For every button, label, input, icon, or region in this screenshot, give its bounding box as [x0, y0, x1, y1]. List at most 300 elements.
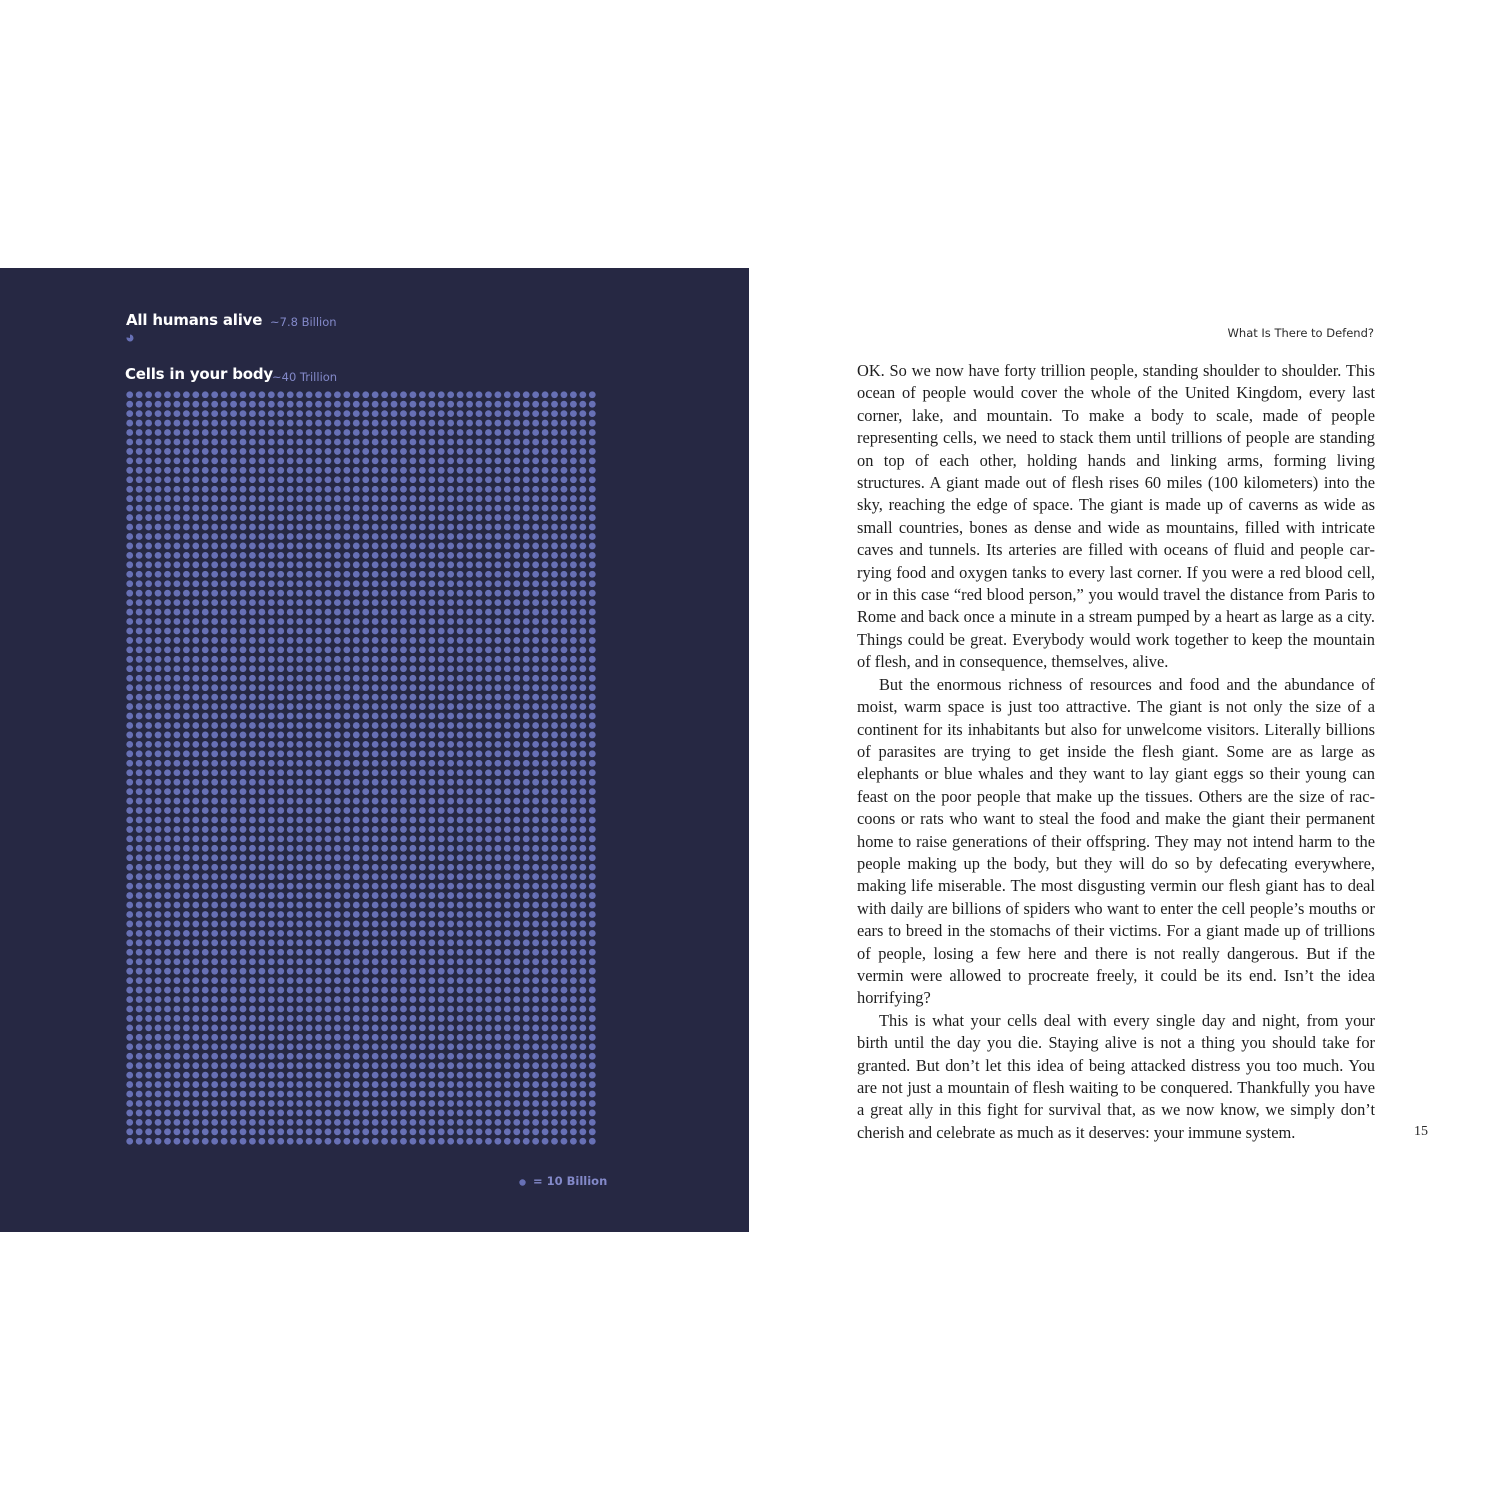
cell-dot [485, 892, 492, 899]
cell-dot [268, 1072, 275, 1079]
cell-dot [202, 1091, 209, 1098]
cell-dot [372, 1015, 379, 1022]
cell-dot [561, 883, 568, 890]
cell-dot [419, 958, 426, 965]
cell-dot [494, 1119, 501, 1126]
cell-dot [542, 552, 549, 559]
cell-dot [202, 1015, 209, 1022]
cell-dot [174, 987, 181, 994]
cell-dot [438, 741, 445, 748]
cell-dot [381, 760, 388, 767]
cell-dot [145, 486, 152, 493]
cell-dot [353, 514, 360, 521]
cell-dot [476, 835, 483, 842]
cell-dot [561, 599, 568, 606]
cell-dot [494, 835, 501, 842]
cell-dot [372, 410, 379, 417]
cell-dot [362, 656, 369, 663]
cell-dot [457, 788, 464, 795]
cell-dot [353, 1024, 360, 1031]
cell-dot [202, 1128, 209, 1135]
cell-dot [287, 1100, 294, 1107]
cell-dot [296, 1062, 303, 1069]
cell-dot [145, 930, 152, 937]
cell-dot [287, 1081, 294, 1088]
cell-dot [410, 628, 417, 635]
cell-dot [457, 571, 464, 578]
cell-dot [343, 675, 350, 682]
cell-dot [372, 921, 379, 928]
cell-dot [240, 1100, 247, 1107]
cell-dot [513, 958, 520, 965]
cell-dot [457, 401, 464, 408]
cell-dot [240, 750, 247, 757]
cell-dot [211, 873, 218, 880]
cell-dot [296, 968, 303, 975]
cell-dot [306, 864, 313, 871]
cell-dot [126, 732, 133, 739]
cell-dot [240, 1119, 247, 1126]
cell-dot [258, 684, 265, 691]
cell-dot [362, 826, 369, 833]
cell-dot [485, 722, 492, 729]
cell-dot [476, 571, 483, 578]
cell-dot [551, 1072, 558, 1079]
cell-dot [494, 420, 501, 427]
cell-dot [504, 1043, 511, 1050]
cell-dot [287, 854, 294, 861]
cell-dot [381, 410, 388, 417]
cell-dot [391, 665, 398, 672]
cell-dot [589, 637, 596, 644]
cell-dot [277, 968, 284, 975]
cell-dot [315, 457, 322, 464]
cell-dot [476, 958, 483, 965]
cell-dot [438, 486, 445, 493]
cell-dot [126, 807, 133, 814]
cell-dot [428, 448, 435, 455]
cell-dot [221, 1138, 228, 1145]
cell-dot [136, 1128, 143, 1135]
cell-dot [155, 646, 162, 653]
cell-dot [296, 845, 303, 852]
cell-dot [211, 968, 218, 975]
cell-dot [476, 939, 483, 946]
cell-dot [174, 807, 181, 814]
cell-dot [136, 883, 143, 890]
cell-dot [400, 1006, 407, 1013]
cell-dot [277, 854, 284, 861]
cell-dot [221, 514, 228, 521]
cell-dot [381, 505, 388, 512]
cell-dot [325, 703, 332, 710]
cell-dot [240, 949, 247, 956]
cell-dot [381, 1024, 388, 1031]
cell-dot [466, 476, 473, 483]
cell-dot [126, 911, 133, 918]
cell-dot [551, 561, 558, 568]
cell-dot [466, 1053, 473, 1060]
cell-dot [334, 826, 341, 833]
cell-dot [400, 902, 407, 909]
cell-dot [325, 892, 332, 899]
cell-dot [504, 930, 511, 937]
cell-dot [145, 1119, 152, 1126]
cell-dot [551, 835, 558, 842]
cell-dot [438, 892, 445, 899]
cell-dot [183, 561, 190, 568]
cell-dot [155, 930, 162, 937]
cell-dot [174, 939, 181, 946]
cell-dot [240, 987, 247, 994]
cell-dot [513, 845, 520, 852]
cell-dot [419, 1110, 426, 1117]
cell-dot [230, 543, 237, 550]
cell-dot [268, 1110, 275, 1117]
cell-dot [183, 968, 190, 975]
cell-dot [523, 1053, 530, 1060]
cell-dot [192, 429, 199, 436]
cell-dot [164, 703, 171, 710]
cell-dot [287, 533, 294, 540]
cell-dot [579, 656, 586, 663]
cell-dot [258, 760, 265, 767]
cell-dot [410, 892, 417, 899]
cell-dot [183, 798, 190, 805]
cell-dot [343, 609, 350, 616]
cell-dot [466, 760, 473, 767]
cell-dot [419, 410, 426, 417]
cell-dot [334, 476, 341, 483]
cell-dot [570, 1053, 577, 1060]
cell-dot [457, 448, 464, 455]
cell-dot [192, 779, 199, 786]
cell-dot [381, 958, 388, 965]
cell-dot [136, 1091, 143, 1098]
cell-dot [230, 599, 237, 606]
cell-dot [362, 1100, 369, 1107]
cell-dot [221, 921, 228, 928]
cell-dot [570, 457, 577, 464]
cell-dot [296, 1053, 303, 1060]
cell-dot [523, 1024, 530, 1031]
cell-dot [523, 741, 530, 748]
cell-dot [513, 467, 520, 474]
cell-dot [532, 665, 539, 672]
cell-dot [532, 987, 539, 994]
cell-dot [447, 1072, 454, 1079]
cell-dot [155, 854, 162, 861]
cell-dot [362, 930, 369, 937]
cell-dot [494, 864, 501, 871]
cell-dot [372, 760, 379, 767]
cell-dot [513, 609, 520, 616]
cell-dot [447, 1015, 454, 1022]
cell-dot [476, 1053, 483, 1060]
cell-dot [164, 864, 171, 871]
cell-dot [381, 1053, 388, 1060]
cell-dot [494, 939, 501, 946]
cell-dot [410, 467, 417, 474]
cell-dot [202, 760, 209, 767]
cell-dot [485, 646, 492, 653]
cell-dot [211, 1006, 218, 1013]
cell-dot [268, 1128, 275, 1135]
cell-dot [145, 1006, 152, 1013]
cell-dot [579, 854, 586, 861]
cell-dot [164, 968, 171, 975]
cell-dot [494, 486, 501, 493]
cell-dot [211, 694, 218, 701]
cell-dot [258, 439, 265, 446]
cell-dot [542, 439, 549, 446]
cell-dot [570, 590, 577, 597]
cell-dot [400, 1119, 407, 1126]
cell-dot [334, 1072, 341, 1079]
cell-dot [400, 401, 407, 408]
cell-dot [381, 467, 388, 474]
cell-dot [240, 807, 247, 814]
cell-dot [164, 476, 171, 483]
cell-dot [542, 798, 549, 805]
cell-dot [287, 987, 294, 994]
cell-dot [428, 741, 435, 748]
cell-dot [343, 1024, 350, 1031]
cell-dot [476, 476, 483, 483]
cell-dot [381, 741, 388, 748]
cell-dot [589, 779, 596, 786]
cell-dot [381, 1138, 388, 1145]
cell-dot [447, 817, 454, 824]
cell-dot [485, 1138, 492, 1145]
cell-dot [542, 779, 549, 786]
cell-dot [570, 665, 577, 672]
cell-dot [211, 552, 218, 559]
cell-dot [551, 618, 558, 625]
cell-dot [240, 769, 247, 776]
cell-dot [183, 391, 190, 398]
cell-dot [325, 760, 332, 767]
cell-dot [325, 618, 332, 625]
cell-dot [532, 628, 539, 635]
cell-dot [504, 580, 511, 587]
cell-dot [325, 439, 332, 446]
cell-dot [287, 618, 294, 625]
cell-dot [381, 684, 388, 691]
cell-dot [183, 1053, 190, 1060]
cell-dot [523, 514, 530, 521]
cell-dot [277, 1024, 284, 1031]
cell-dot [126, 854, 133, 861]
cell-dot [315, 1138, 322, 1145]
cell-dot [343, 684, 350, 691]
cell-dot [504, 769, 511, 776]
cell-dot [306, 580, 313, 587]
cell-dot [410, 391, 417, 398]
cell-dot [570, 1024, 577, 1031]
cell-dot [551, 429, 558, 436]
cell-dot [372, 420, 379, 427]
cell-dot [428, 590, 435, 597]
cell-dot [570, 524, 577, 531]
cell-dot [391, 788, 398, 795]
cell-dot [211, 543, 218, 550]
cell-dot [579, 921, 586, 928]
cell-dot [296, 741, 303, 748]
cell-dot [457, 835, 464, 842]
cell-dot [155, 609, 162, 616]
cell-dot [561, 798, 568, 805]
cell-dot [334, 495, 341, 502]
cell-dot [419, 968, 426, 975]
cell-dot [155, 892, 162, 899]
cell-dot [202, 854, 209, 861]
cell-dot [192, 958, 199, 965]
cell-dot [466, 911, 473, 918]
cell-dot [410, 524, 417, 531]
cell-dot [306, 1053, 313, 1060]
cell-dot [202, 646, 209, 653]
cell-dot [296, 1128, 303, 1135]
cell-dot [551, 902, 558, 909]
cell-dot [183, 514, 190, 521]
cell-dot [372, 835, 379, 842]
cell-dot [485, 1015, 492, 1022]
cell-dot [183, 571, 190, 578]
cell-dot [513, 864, 520, 871]
cell-dot [570, 750, 577, 757]
cell-dot [372, 798, 379, 805]
cell-dot [221, 1072, 228, 1079]
cell-dot [447, 429, 454, 436]
cell-dot [353, 656, 360, 663]
cell-dot [523, 760, 530, 767]
cell-dot [419, 599, 426, 606]
cell-dot [513, 854, 520, 861]
cell-dot [476, 1128, 483, 1135]
cell-dot [249, 902, 256, 909]
cell-dot [277, 1138, 284, 1145]
cell-dot [306, 599, 313, 606]
cell-dot [410, 637, 417, 644]
cell-dot [561, 1128, 568, 1135]
cell-dot [277, 552, 284, 559]
cell-dot [258, 845, 265, 852]
cell-dot [240, 665, 247, 672]
cell-dot [381, 798, 388, 805]
cell-dot [391, 1062, 398, 1069]
cell-dot [457, 1138, 464, 1145]
cell-dot [240, 968, 247, 975]
cell-dot [428, 930, 435, 937]
cell-dot [277, 835, 284, 842]
cell-dot [230, 1006, 237, 1013]
cell-dot [343, 590, 350, 597]
cell-dot [202, 618, 209, 625]
cell-dot [211, 883, 218, 890]
cell-dot [334, 1034, 341, 1041]
cell-dot [258, 524, 265, 531]
cell-dot [126, 684, 133, 691]
cell-dot [579, 930, 586, 937]
cell-dot [523, 713, 530, 720]
cell-dot [400, 505, 407, 512]
cell-dot [466, 722, 473, 729]
cell-dot [570, 618, 577, 625]
cell-dot [579, 665, 586, 672]
cell-dot [513, 514, 520, 521]
cell-dot [306, 902, 313, 909]
cell-dot [410, 987, 417, 994]
cell-dot [230, 656, 237, 663]
cell-dot [362, 1053, 369, 1060]
cell-dot [353, 779, 360, 786]
cell-dot [391, 599, 398, 606]
cell-dot [428, 561, 435, 568]
cell-dot [126, 675, 133, 682]
cell-dot [561, 788, 568, 795]
cell-dot [523, 958, 530, 965]
cell-dot [202, 769, 209, 776]
cell-dot [391, 656, 398, 663]
cell-dot [372, 1128, 379, 1135]
cell-dot [438, 722, 445, 729]
cell-dot [164, 835, 171, 842]
cell-dot [447, 1062, 454, 1069]
cell-dot [428, 977, 435, 984]
cell-dot [362, 779, 369, 786]
cell-dot [211, 524, 218, 531]
cell-dot [145, 533, 152, 540]
cell-dot [343, 1043, 350, 1050]
cell-dot [391, 713, 398, 720]
cell-dot [485, 1110, 492, 1117]
cell-dot [211, 1053, 218, 1060]
cell-dot [192, 476, 199, 483]
cell-dot [447, 883, 454, 890]
cell-dot [334, 628, 341, 635]
cell-dot [476, 977, 483, 984]
cell-dot [551, 609, 558, 616]
cell-dot [136, 996, 143, 1003]
cell-dot [504, 1072, 511, 1079]
cell-dot [579, 448, 586, 455]
cell-dot [306, 495, 313, 502]
cell-dot [438, 864, 445, 871]
cell-dot [249, 429, 256, 436]
cell-dot [343, 817, 350, 824]
cell-dot [466, 505, 473, 512]
cell-dot [306, 1110, 313, 1117]
cell-dot [136, 420, 143, 427]
cell-dot [230, 420, 237, 427]
cell-dot [589, 958, 596, 965]
cell-dot [240, 599, 247, 606]
cell-dot [183, 845, 190, 852]
cell-dot [221, 807, 228, 814]
cell-dot [296, 1091, 303, 1098]
cell-dot [494, 750, 501, 757]
cell-dot [249, 486, 256, 493]
cell-dot [570, 580, 577, 587]
cell-dot [362, 1006, 369, 1013]
cell-dot [325, 533, 332, 540]
cell-dot [438, 694, 445, 701]
cell-dot [230, 646, 237, 653]
cell-dot [410, 552, 417, 559]
cell-dot [277, 817, 284, 824]
cell-dot [221, 391, 228, 398]
